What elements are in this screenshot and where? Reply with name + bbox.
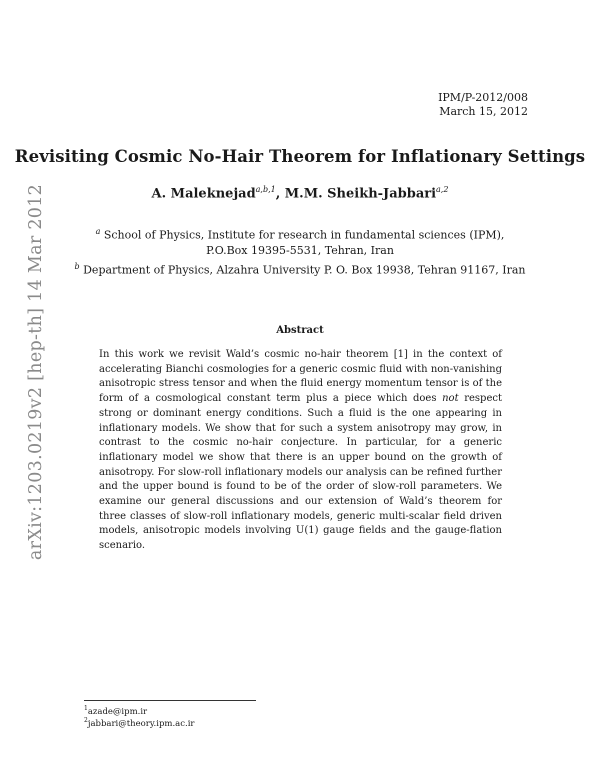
preprint-number: IPM/P-2012/008 — [438, 91, 528, 104]
author-list — [0, 185, 600, 201]
abstract-text: In this work we revisit Wald’s cosmic no-hair theorem [1] in the context of accelerating Bianchi cosmologies for a generic cosmic fluid with non-vanishing anisotropic stress tensor and when the fluid energy momentum tensor is of the form of a cosmological constant term plus a piece which does — [99, 349, 502, 405]
author-separator: , — [275, 186, 285, 202]
footnote-email[interactable]: azade@ipm.ir — [87, 706, 148, 717]
abstract-body — [99, 348, 502, 554]
footnote-mark: 1 — [84, 705, 88, 712]
affiliation-line: Department of Physics, Alzahra University P. O. Box 19938, Tehran 91167, Iran — [83, 263, 526, 277]
preprint-date: March 15, 2012 — [439, 105, 528, 118]
footnote-email[interactable]: jabbari@theory.ipm.ac.ir — [87, 718, 195, 729]
arxiv-stamp: arXiv:1203.0219v2 [hep-th] 14 Mar 2012 — [26, 183, 46, 561]
affiliation-a — [0, 224, 600, 258]
author-name: M.M. Sheikh-Jabbari — [284, 186, 437, 202]
abstract-text: respect strong or dominant energy conditions. Such a fluid is the one appearing in inflationary models. We show that for such a system anisotropy may grow, in contrast to the cosmic no-hair conjecture. In particular, for a generic inflationary model we show that there is an upper bound on the growth of anisotropy. For slow-roll inflationary models our analysis can be refined further and the upper bound is found to be of the order of slow-roll parameters. We examine our general discussions and our extension of Wald’s theorem for three classes of slow-roll inflationary models, generic multi-scalar field driven models, anisotropic models involving U(1) gauge fields and the gauge-flation scenario. — [99, 393, 502, 552]
paper-title: Revisiting Cosmic No-Hair Theorem for Inflationary Settings — [14, 147, 586, 166]
affiliation-line: P.O.Box 19395-5531, Tehran, Iran — [206, 243, 394, 257]
footnote-mark: 2 — [84, 717, 88, 724]
footnote-rule — [84, 700, 256, 701]
abstract-heading: Abstract — [276, 325, 324, 336]
affiliation-line: School of Physics, Institute for research in fundamental sciences (IPM), — [103, 228, 505, 242]
footnote — [84, 715, 194, 730]
author-affiliation-marks: a,b,1 — [255, 185, 276, 194]
affiliation-b — [0, 259, 600, 278]
affiliation-mark: a — [95, 227, 101, 236]
affiliation-mark: b — [74, 262, 80, 271]
author-name: A. Maleknejad — [151, 186, 256, 202]
author-affiliation-marks: a,2 — [436, 185, 449, 194]
abstract-emphasis: not — [442, 393, 459, 405]
